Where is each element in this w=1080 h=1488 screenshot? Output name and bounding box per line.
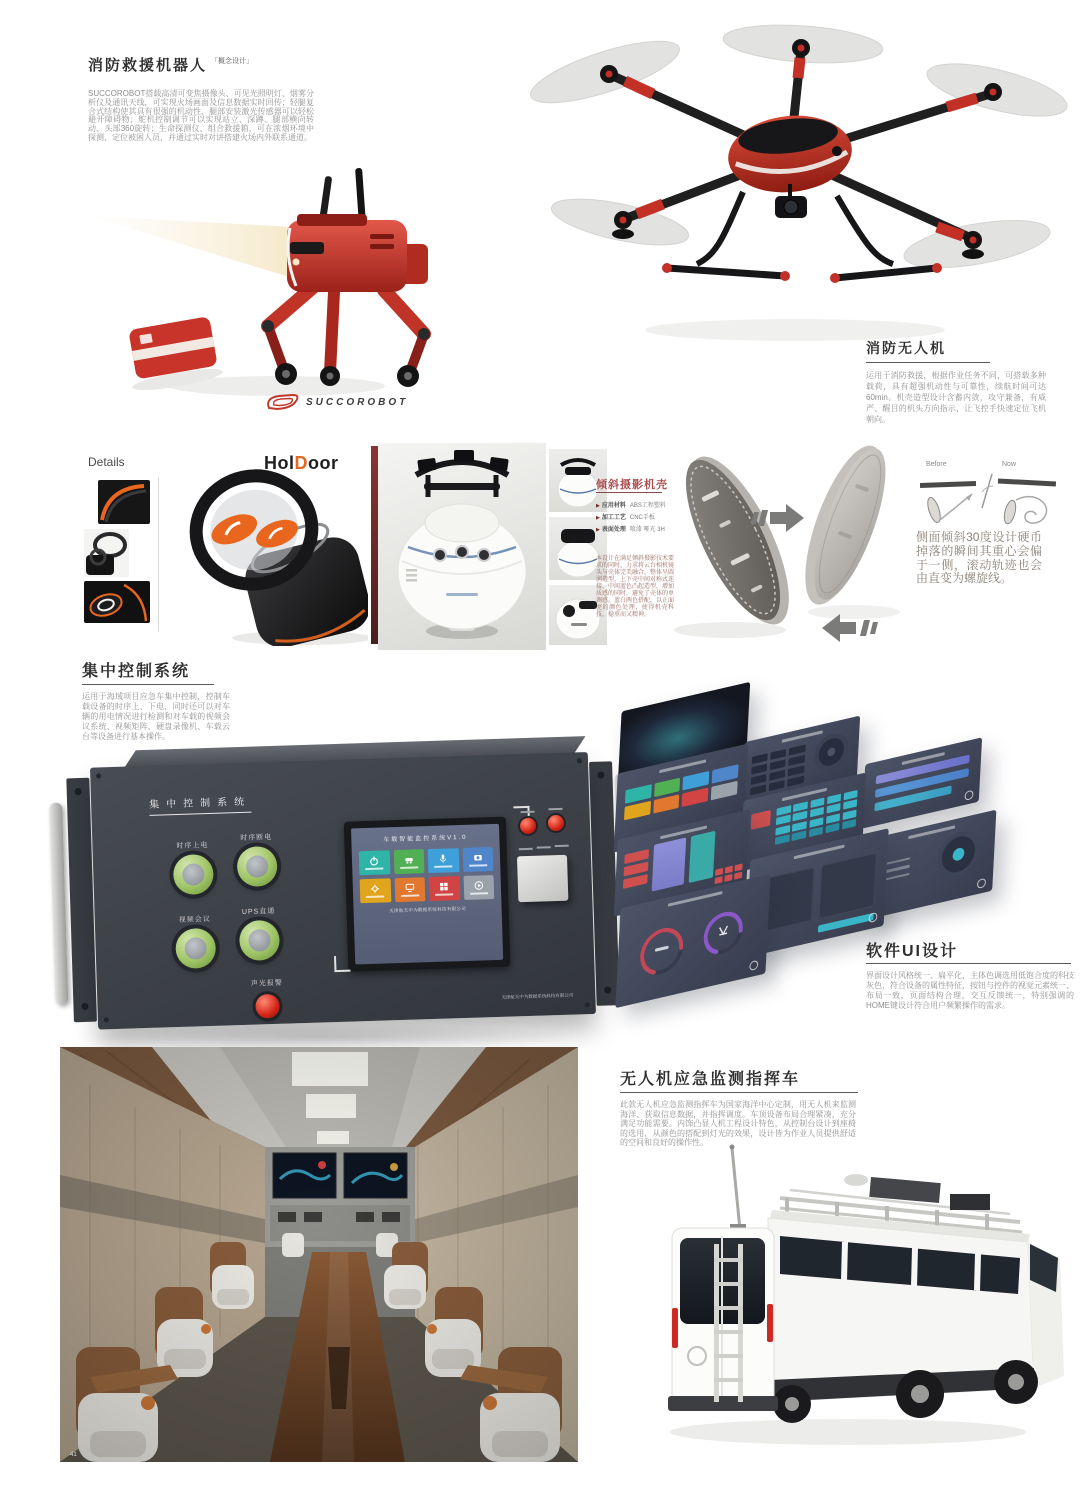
camera-shell-spec-material (596, 500, 666, 509)
command-vehicle-title: 无人机应急监测指挥车 (620, 1071, 801, 1088)
home-button-icon (749, 960, 758, 971)
spec-value: ABS工程塑料 (629, 503, 666, 509)
fire-drone-title: 消防无人机 (866, 340, 946, 356)
mount-hole (597, 772, 604, 779)
matrix-icon (429, 876, 460, 901)
display-icon (394, 877, 425, 902)
rescue-robot-render (72, 158, 464, 406)
screen-title-line (782, 730, 824, 743)
mini-label-line (519, 848, 533, 850)
video-conference-knob (175, 928, 216, 969)
vehicle-interior-render (60, 1047, 578, 1462)
button-label: 视频会议 (178, 915, 211, 924)
camera-shell-divider (596, 492, 662, 493)
coin-render (658, 432, 908, 654)
emergency-stop-button (520, 818, 536, 834)
rack-panel-title: 集中控制系统 (149, 793, 252, 816)
red-key-column (623, 849, 649, 892)
home-button-icon (868, 912, 877, 923)
settings-gear-icon (360, 878, 391, 903)
holdoor-divider-line (158, 477, 159, 632)
holdoor-details-label: Details (88, 455, 125, 469)
spec-label: 应用材料 (601, 503, 626, 509)
corner-bracket-mark (334, 956, 350, 972)
succorobot-logo (263, 392, 408, 412)
power-on-knob (173, 854, 214, 895)
holdoor-brand-pre: Hol (264, 453, 295, 473)
vehicle-icon (393, 849, 424, 874)
fire-drone-description: 运用于消防救援，根据作业任务不同，可搭载多种载荷，具有超强机动性与可靠性，续航时间可达60min。机壳造型设计含蓄内敛，攻守兼备，有威严、醒目的机头方向指示，让飞控手快速定位飞机朝向。 (866, 371, 1046, 424)
holdoor-detail-photo-1 (98, 480, 150, 524)
spec-value: 喷漆 哑光 3H (629, 527, 665, 533)
rescue-robot-title-text: 消防救援机器人 (88, 57, 208, 74)
holdoor-brand (264, 453, 339, 474)
ups-bypass-knob (239, 920, 280, 961)
button-label: 时序断电 (240, 833, 273, 842)
camera-shell-description: 本设计在满足倾斜摄影技术要求的同时，力求将云台相机镜头与壳体完美融合。整体呈圆润造型，上下壳中间对称式连接，中间蓝色凸起造型，增加质感的同时，避免了壳体的单调感。蓝白两色搭配，以正面亮的颜色处理，使得机壳科技、稳重而又精神。 (596, 556, 675, 618)
ptz-dial (937, 828, 980, 881)
spec-value: CNC手板 (629, 515, 655, 521)
camera-shell-spec-finish (596, 524, 665, 533)
home-button-icon (964, 790, 973, 801)
spec-label: 加工工艺 (601, 515, 626, 521)
reset-button (548, 815, 564, 831)
fire-drone-divider (866, 362, 990, 363)
mount-hole (81, 1003, 88, 1010)
power-icon (359, 850, 390, 875)
concept-design-tag: 「概念设计」 (211, 58, 254, 65)
control-system-description: 运用于海域项目应急车集中控制，控制车载设备的时序上、下电，同时还可以对车辆的用电情况进行检测和对车载的视频会议系统、视频矩阵、硬盘录像机、车载云台等设备进行基本操作。 (82, 692, 230, 741)
screw (96, 773, 101, 778)
control-rack-render (57, 733, 614, 1050)
microphone-icon (428, 848, 459, 873)
succorobot-logo-icon (263, 392, 301, 412)
rack-handle-left (49, 803, 68, 1005)
touchscreen-footer-text: 天津航天中为数据系统科技有限公司 (389, 905, 467, 914)
coin-before-label: Before (926, 461, 947, 468)
purple-panel (652, 838, 686, 891)
mini-label-line (548, 808, 562, 810)
screw (577, 758, 582, 763)
mini-label-line (555, 845, 569, 847)
ui-screen-sliders (862, 737, 982, 828)
teal-panel (689, 831, 715, 883)
triangle-bullet-icon: ▶ (596, 515, 600, 521)
succorobot-logo-text: SUCCOROBOT (306, 396, 409, 408)
holdoor-detail-photo-2 (84, 529, 129, 577)
touchscreen (351, 824, 503, 965)
rescue-robot-description: SUCCOROBOT搭载高清可变焦摄像头、可见光照明灯、烟雾分析仪及通讯天线，可实现火场画面及信息数据实时回传；轻腿复合式结构使其具有很强的机动性，腿部安装激光传感器可以轻松避开障碍物；舵机控制调节可以实现站立、深蹲、腿部横向转动、头部360旋转；生命探测仪、组合救援箱，可在浓烟环境中探测、定位被困人员，并通过实时对讲搭建火场内外联系通道。 (88, 89, 314, 142)
coin-trajectory-diagram (916, 470, 1062, 530)
software-ui-title: 软件UI设计 (866, 943, 959, 960)
home-button-icon (977, 878, 986, 889)
screw (104, 1017, 109, 1022)
camera-shell-spec-process (596, 512, 655, 521)
manufacturer-text: 天津航天中为数据系统科技有限公司 (501, 992, 574, 1000)
fire-drone-render (485, 6, 1080, 356)
spec-label: 表面处理 (601, 527, 626, 533)
touchscreen-app-grid (359, 847, 495, 903)
holdoor-product-render (162, 460, 368, 646)
screen-title-line (659, 759, 706, 773)
rescue-robot-title (88, 54, 253, 75)
holdoor-brand-post: oor (308, 453, 339, 473)
control-system-title: 集中控制系统 (82, 663, 191, 680)
button-label: 时序上电 (176, 841, 209, 850)
mount-hole (75, 788, 82, 795)
alarm-button (255, 994, 280, 1019)
screw (585, 1002, 590, 1007)
jog-dial (814, 731, 849, 774)
camera-shell-main-photo (378, 443, 546, 650)
coin-description: 侧面倾斜30度设计硬币掉落的瞬间其重心会偏于一侧，滚动轨迹也会由直变为螺旋线。 (916, 530, 1042, 586)
coin-now-label: Now (1002, 461, 1017, 468)
playback-icon (463, 875, 494, 900)
alarm-label: 声光报警 (250, 979, 283, 988)
square-key-button (517, 855, 568, 903)
button-label: UPS直通 (241, 907, 276, 916)
software-ui-description: 界面设计风格统一、扁平化，主体色调选用低饱合度的科技灰色，符合设备的属性特征，按钮与控件的视觉元素统一、布局一致，页面结构合理，交互反馈统一，特别强调的HOME键设计符合用户频繁操作的需求。 (866, 971, 1074, 1010)
app-tile-grid (624, 765, 738, 821)
mini-label-line (521, 811, 535, 813)
software-ui-divider (866, 963, 1071, 964)
power-off-knob (237, 846, 278, 887)
command-van-render (620, 1140, 1080, 1460)
holdoor-detail-photo-3 (84, 581, 150, 623)
command-vehicle-description: 此款无人机应急监测指挥车为国家海洋中心定制，用无人机来监测海洋、获取信息数据，并指挥调度。车顶设备布局合理紧凑，充分满足功能需要。内饰凸显人机工程设计特色，从控制台设计到座椅的选用，从颜色的搭配到灯光的效果，设计皆为作业人员提供舒适的空间和良好的操作性。 (620, 1100, 856, 1148)
touchscreen-bezel (344, 817, 511, 972)
camera-icon (462, 847, 493, 872)
page-number: 41 (70, 1452, 77, 1458)
red-source-key (750, 810, 770, 830)
gauge-arcs (616, 887, 770, 994)
mini-label-line (537, 846, 551, 848)
touchscreen-title: 车载智能监控系统V1.0 (383, 834, 468, 844)
rack-front-panel (90, 752, 596, 1030)
video-pane (818, 852, 876, 919)
holdoor-brand-accent: D (294, 453, 308, 473)
triangle-bullet-icon: ▶ (596, 527, 600, 533)
command-vehicle-divider (620, 1092, 858, 1093)
control-system-divider (82, 684, 214, 685)
camera-shell-title: 倾斜摄影机壳 (596, 479, 668, 491)
maroon-strip (371, 446, 378, 644)
triangle-bullet-icon: ▶ (596, 503, 600, 509)
